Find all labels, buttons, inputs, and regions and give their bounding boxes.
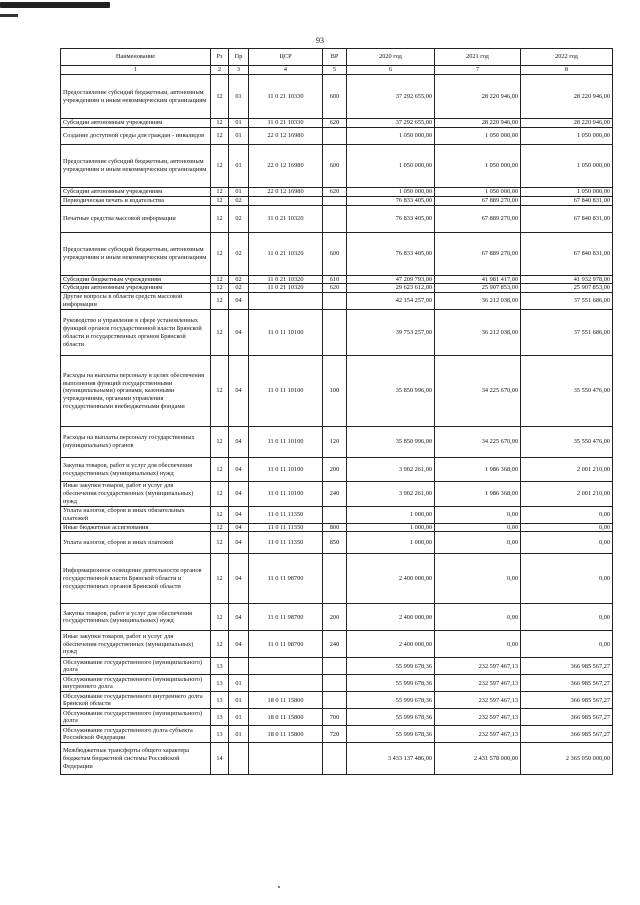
cell-pr (229, 743, 249, 775)
table-row (61, 293, 613, 310)
cell-vr: 200 (323, 604, 347, 631)
cell-csr (249, 675, 323, 692)
cell-csr: 11 0 11 10100 (249, 356, 323, 427)
cell-csr: 11 0 11 10100 (249, 310, 323, 356)
cell-pr: 04 (229, 506, 249, 523)
cell-rz: 13 (211, 658, 229, 675)
cell-y2022: 1 050 000,00 (521, 144, 613, 187)
cell-y2020: 42 154 257,00 (347, 293, 435, 310)
cell-name: Печатные средства массовой информации (61, 205, 211, 232)
cell-y2021: 1 986 368,00 (435, 482, 521, 507)
cell-y2021: 36 212 038,00 (435, 293, 521, 310)
cell-y2020: 37 292 655,00 (347, 75, 435, 119)
cell-y2022: 1 050 000,00 (521, 187, 613, 196)
cell-name: Иные закупки товаров, работ и услуг для обеспечения государственных (муниципальных) нужд (61, 482, 211, 507)
cell-vr: 120 (323, 427, 347, 458)
cell-y2022: 28 220 946,00 (521, 75, 613, 119)
cell-y2020: 2 400 000,00 (347, 631, 435, 658)
cell-name: Субсидии автономным учреждениям (61, 119, 211, 128)
table-row (61, 205, 613, 232)
cell-name: Обслуживание государственного внутреннего долга Брянской области (61, 692, 211, 709)
cell-vr: 610 (323, 275, 347, 284)
cell-vr: 200 (323, 458, 347, 482)
cell-name: Другие вопросы в области средств массовой информации (61, 293, 211, 310)
cell-pr: 04 (229, 604, 249, 631)
scan-artifact-bar (0, 2, 110, 8)
cell-y2021: 1 050 000,00 (435, 187, 521, 196)
cell-name: Межбюджетные трансферты общего характера бюджетам бюджетной системы Российской Федерации (61, 743, 211, 775)
cell-y2021: 232 597 467,13 (435, 675, 521, 692)
cell-csr: 18 0 11 15800 (249, 692, 323, 709)
cell-csr: 11 0 11 98700 (249, 554, 323, 604)
cell-name: Иные закупки товаров, работ и услуг для обеспечения государственных (муниципальных) нужд (61, 631, 211, 658)
header-2022: 2022 год (521, 49, 613, 66)
cell-y2022: 41 932 978,00 (521, 275, 613, 284)
cell-y2022: 37 551 686,00 (521, 293, 613, 310)
cell-y2020: 47 209 793,00 (347, 275, 435, 284)
cell-vr: 720 (323, 726, 347, 743)
table-row (61, 532, 613, 554)
cell-rz: 12 (211, 119, 229, 128)
cell-y2022: 37 551 686,00 (521, 310, 613, 356)
cell-name: Обслуживание государственного долга субъекта Российской Федерации (61, 726, 211, 743)
cell-rz: 12 (211, 532, 229, 554)
cell-name: Предоставление субсидий бюджетным, автономным учреждениям и иным некоммерческим организациям (61, 144, 211, 187)
cell-y2020: 37 292 655,00 (347, 119, 435, 128)
cell-csr: 11 0 21 10330 (249, 119, 323, 128)
cell-pr: 04 (229, 458, 249, 482)
table-header-row (61, 49, 613, 66)
cell-name: Информационное освещение деятельности органов государственной власти Брянской области и государственных органов Брянской области (61, 554, 211, 604)
cell-pr: 04 (229, 523, 249, 532)
header-rz: Рз (211, 49, 229, 66)
cell-rz: 12 (211, 275, 229, 284)
table-row (61, 310, 613, 356)
cell-pr: 04 (229, 293, 249, 310)
cell-y2021: 67 889 270,00 (435, 232, 521, 275)
cell-vr: 600 (323, 232, 347, 275)
cell-y2022: 0,00 (521, 554, 613, 604)
cell-y2022: 366 985 567,27 (521, 709, 613, 726)
cell-y2021: 0,00 (435, 506, 521, 523)
table-row (61, 127, 613, 144)
cell-rz: 12 (211, 293, 229, 310)
scan-speck (278, 886, 280, 888)
table-body (61, 75, 613, 775)
cell-y2020: 39 753 257,00 (347, 310, 435, 356)
cell-name: Субсидии автономным учреждениям (61, 187, 211, 196)
cell-pr: 04 (229, 310, 249, 356)
cell-name: Закупка товаров, работ и услуг для обеспечения государственных (муниципальных) нужд (61, 604, 211, 631)
cell-y2021: 232 597 467,13 (435, 658, 521, 675)
cell-pr: 04 (229, 482, 249, 507)
cell-pr: 01 (229, 692, 249, 709)
cell-y2022: 366 985 567,27 (521, 692, 613, 709)
cell-y2022: 2 001 210,00 (521, 458, 613, 482)
cell-csr: 11 0 21 10320 (249, 205, 323, 232)
cell-vr (323, 196, 347, 205)
cell-pr: 01 (229, 75, 249, 119)
cell-pr: 04 (229, 356, 249, 427)
cell-rz: 12 (211, 310, 229, 356)
cell-vr: 620 (323, 187, 347, 196)
cell-y2022: 67 840 831,00 (521, 232, 613, 275)
table-row (61, 284, 613, 293)
cell-y2022: 0,00 (521, 523, 613, 532)
cell-y2020: 1 000,00 (347, 532, 435, 554)
cell-y2021: 232 597 467,13 (435, 726, 521, 743)
cell-y2020: 1 000,00 (347, 506, 435, 523)
cell-y2022: 366 985 567,27 (521, 658, 613, 675)
table-row (61, 743, 613, 775)
cell-y2020: 55 999 678,36 (347, 709, 435, 726)
cell-pr: 04 (229, 532, 249, 554)
table-row (61, 658, 613, 675)
cell-y2022: 35 550 476,00 (521, 427, 613, 458)
cell-y2020: 76 833 405,00 (347, 196, 435, 205)
cell-y2021: 34 225 670,00 (435, 427, 521, 458)
cell-y2021: 2 431 578 000,00 (435, 743, 521, 775)
cell-y2020: 55 999 678,36 (347, 692, 435, 709)
column-number: 7 (435, 66, 521, 75)
cell-name: Расходы на выплаты персоналу государственных (муниципальных) органов (61, 427, 211, 458)
cell-rz: 12 (211, 506, 229, 523)
cell-name: Обслуживание государственного (муниципального) долга (61, 658, 211, 675)
cell-y2022: 67 840 831,00 (521, 205, 613, 232)
cell-rz: 12 (211, 427, 229, 458)
column-number-row (61, 66, 613, 75)
cell-y2020: 1 050 000,00 (347, 127, 435, 144)
table-row (61, 356, 613, 427)
cell-y2020: 55 999 678,36 (347, 726, 435, 743)
column-number: 1 (61, 66, 211, 75)
cell-csr: 11 0 21 10320 (249, 232, 323, 275)
table-row (61, 631, 613, 658)
cell-csr: 22 0 12 16980 (249, 144, 323, 187)
cell-rz: 12 (211, 458, 229, 482)
cell-y2020: 3 902 261,00 (347, 458, 435, 482)
cell-csr (249, 196, 323, 205)
table-row (61, 144, 613, 187)
budget-table (60, 48, 613, 775)
cell-vr (323, 506, 347, 523)
cell-rz: 12 (211, 554, 229, 604)
cell-rz: 12 (211, 604, 229, 631)
cell-pr: 02 (229, 196, 249, 205)
cell-name: Уплата налогов, сборов и иных платежей (61, 532, 211, 554)
cell-rz: 13 (211, 692, 229, 709)
cell-vr: 240 (323, 631, 347, 658)
cell-y2022: 0,00 (521, 532, 613, 554)
cell-name: Периодическая печать и издательства (61, 196, 211, 205)
cell-pr: 01 (229, 187, 249, 196)
cell-y2022: 0,00 (521, 631, 613, 658)
cell-y2020: 1 050 000,00 (347, 187, 435, 196)
cell-y2022: 0,00 (521, 604, 613, 631)
cell-y2020: 76 833 405,00 (347, 205, 435, 232)
cell-y2021: 28 220 946,00 (435, 119, 521, 128)
table-row (61, 726, 613, 743)
cell-name: Предоставление субсидий бюджетным, автономным учреждениям и иным некоммерческим организациям (61, 232, 211, 275)
cell-rz: 12 (211, 482, 229, 507)
cell-pr: 01 (229, 709, 249, 726)
cell-name: Обслуживание государственного (муниципального) внутреннего долга (61, 675, 211, 692)
cell-pr: 01 (229, 119, 249, 128)
cell-csr: 11 0 21 10320 (249, 275, 323, 284)
cell-name: Иные бюджетные ассигнования (61, 523, 211, 532)
table-row (61, 523, 613, 532)
cell-y2022: 2 001 210,00 (521, 482, 613, 507)
cell-csr: 11 0 11 98700 (249, 631, 323, 658)
cell-y2021: 0,00 (435, 532, 521, 554)
table-row (61, 506, 613, 523)
cell-name: Расходы на выплаты персоналу в целях обеспечения выполнения функций государственными (муниципальными) органами, казенными учреждениями, органами управления государственными внебюджетными фондами (61, 356, 211, 427)
cell-y2022: 67 840 831,00 (521, 196, 613, 205)
scan-artifact-dash (0, 14, 18, 17)
cell-y2020: 3 433 137 486,00 (347, 743, 435, 775)
cell-vr (323, 675, 347, 692)
table-row (61, 196, 613, 205)
cell-y2021: 67 889 270,00 (435, 196, 521, 205)
cell-y2021: 1 986 368,00 (435, 458, 521, 482)
cell-csr: 11 0 11 11350 (249, 506, 323, 523)
page-number: 93 (316, 36, 324, 45)
cell-csr: 11 0 21 10330 (249, 75, 323, 119)
cell-y2021: 1 050 000,00 (435, 144, 521, 187)
header-csr: ЦСР (249, 49, 323, 66)
cell-pr (229, 658, 249, 675)
cell-rz: 12 (211, 75, 229, 119)
header-2021: 2021 год (435, 49, 521, 66)
cell-rz: 13 (211, 675, 229, 692)
cell-y2020: 76 833 405,00 (347, 232, 435, 275)
cell-vr: 850 (323, 532, 347, 554)
cell-rz: 12 (211, 523, 229, 532)
header-pr: Пр (229, 49, 249, 66)
cell-csr (249, 658, 323, 675)
cell-csr: 18 0 11 15800 (249, 709, 323, 726)
cell-csr: 18 0 11 15800 (249, 726, 323, 743)
table-row (61, 427, 613, 458)
cell-y2022: 1 050 000,00 (521, 127, 613, 144)
cell-y2020: 29 623 612,00 (347, 284, 435, 293)
cell-y2020: 35 850 996,00 (347, 427, 435, 458)
cell-vr: 800 (323, 523, 347, 532)
cell-pr: 02 (229, 275, 249, 284)
cell-y2020: 55 999 678,36 (347, 675, 435, 692)
cell-vr: 100 (323, 356, 347, 427)
cell-y2021: 67 889 270,00 (435, 205, 521, 232)
cell-rz: 12 (211, 127, 229, 144)
cell-pr: 02 (229, 232, 249, 275)
cell-name: Закупка товаров, работ и услуг для обеспечения государственных (муниципальных) нужд (61, 458, 211, 482)
cell-vr: 240 (323, 482, 347, 507)
cell-y2020: 2 400 000,00 (347, 604, 435, 631)
cell-vr (323, 127, 347, 144)
table-row (61, 675, 613, 692)
cell-pr: 04 (229, 631, 249, 658)
column-number: 2 (211, 66, 229, 75)
table-row (61, 604, 613, 631)
table-row (61, 119, 613, 128)
cell-y2021: 1 050 000,00 (435, 127, 521, 144)
cell-pr: 01 (229, 144, 249, 187)
cell-name: Обслуживание государственного (муниципального) долга (61, 709, 211, 726)
table-row (61, 458, 613, 482)
cell-vr (323, 743, 347, 775)
cell-rz: 12 (211, 232, 229, 275)
cell-rz: 13 (211, 726, 229, 743)
cell-y2022: 0,00 (521, 506, 613, 523)
cell-vr (323, 293, 347, 310)
cell-vr: 620 (323, 284, 347, 293)
header-name: Наименование (61, 49, 211, 66)
cell-vr (323, 658, 347, 675)
cell-y2021: 25 907 853,00 (435, 284, 521, 293)
cell-rz: 13 (211, 709, 229, 726)
cell-y2021: 28 220 946,00 (435, 75, 521, 119)
cell-rz: 12 (211, 284, 229, 293)
table-row (61, 692, 613, 709)
cell-y2022: 366 985 567,27 (521, 726, 613, 743)
header-2020: 2020 год (347, 49, 435, 66)
cell-vr: 620 (323, 119, 347, 128)
cell-rz: 12 (211, 196, 229, 205)
cell-csr: 11 0 11 98700 (249, 604, 323, 631)
table-row (61, 482, 613, 507)
cell-y2020: 3 902 261,00 (347, 482, 435, 507)
cell-vr: 700 (323, 709, 347, 726)
cell-pr: 02 (229, 284, 249, 293)
cell-name: Предоставление субсидий бюджетным, автономным учреждениям и иным некоммерческим организациям (61, 75, 211, 119)
cell-pr: 02 (229, 205, 249, 232)
cell-y2022: 25 907 853,00 (521, 284, 613, 293)
cell-y2022: 366 985 567,27 (521, 675, 613, 692)
cell-y2020: 1 000,00 (347, 523, 435, 532)
cell-y2022: 35 550 476,00 (521, 356, 613, 427)
column-number: 8 (521, 66, 613, 75)
column-number: 6 (347, 66, 435, 75)
cell-rz: 12 (211, 205, 229, 232)
cell-y2021: 232 597 467,13 (435, 709, 521, 726)
cell-csr (249, 743, 323, 775)
cell-vr: 600 (323, 144, 347, 187)
cell-csr (249, 293, 323, 310)
cell-rz: 14 (211, 743, 229, 775)
cell-y2021: 232 597 467,13 (435, 692, 521, 709)
cell-y2021: 34 225 670,00 (435, 356, 521, 427)
cell-vr (323, 692, 347, 709)
cell-vr: 600 (323, 75, 347, 119)
cell-y2021: 36 212 038,00 (435, 310, 521, 356)
cell-pr: 04 (229, 554, 249, 604)
cell-vr (323, 310, 347, 356)
header-vr: ВР (323, 49, 347, 66)
cell-csr: 11 0 11 11350 (249, 532, 323, 554)
cell-y2020: 55 999 678,36 (347, 658, 435, 675)
cell-y2020: 1 050 000,00 (347, 144, 435, 187)
cell-y2021: 0,00 (435, 604, 521, 631)
cell-name: Руководство и управление в сфере установленных функций органов государственной власти Брянской области и государственных органов Брянской области (61, 310, 211, 356)
cell-csr: 11 0 11 10100 (249, 427, 323, 458)
cell-y2021: 0,00 (435, 523, 521, 532)
cell-name: Субсидии бюджетным учреждениям (61, 275, 211, 284)
cell-vr (323, 205, 347, 232)
cell-rz: 12 (211, 144, 229, 187)
table-row (61, 75, 613, 119)
cell-csr: 11 0 11 11350 (249, 523, 323, 532)
cell-csr: 22 0 12 16980 (249, 187, 323, 196)
cell-vr (323, 554, 347, 604)
cell-name: Уплата налогов, сборов и иных обязательных платежей (61, 506, 211, 523)
cell-name: Создание доступной среды для граждан - инвалидов (61, 127, 211, 144)
cell-y2020: 2 400 000,00 (347, 554, 435, 604)
cell-rz: 12 (211, 631, 229, 658)
column-number: 4 (249, 66, 323, 75)
cell-pr: 01 (229, 726, 249, 743)
cell-pr: 04 (229, 427, 249, 458)
cell-rz: 12 (211, 356, 229, 427)
table-row (61, 709, 613, 726)
cell-name: Субсидии автономным учреждениям (61, 284, 211, 293)
cell-csr: 22 0 12 16980 (249, 127, 323, 144)
column-number: 3 (229, 66, 249, 75)
cell-csr: 11 0 21 10320 (249, 284, 323, 293)
cell-y2022: 28 220 946,00 (521, 119, 613, 128)
table-row (61, 232, 613, 275)
cell-y2021: 0,00 (435, 631, 521, 658)
cell-y2022: 2 365 050 000,00 (521, 743, 613, 775)
table-row (61, 187, 613, 196)
cell-y2021: 41 981 417,00 (435, 275, 521, 284)
cell-csr: 11 0 11 10100 (249, 458, 323, 482)
column-number: 5 (323, 66, 347, 75)
table-row (61, 554, 613, 604)
table-row (61, 275, 613, 284)
cell-y2021: 0,00 (435, 554, 521, 604)
cell-pr: 01 (229, 127, 249, 144)
cell-pr: 01 (229, 675, 249, 692)
cell-y2020: 35 850 996,00 (347, 356, 435, 427)
cell-rz: 12 (211, 187, 229, 196)
cell-csr: 11 0 11 10100 (249, 482, 323, 507)
